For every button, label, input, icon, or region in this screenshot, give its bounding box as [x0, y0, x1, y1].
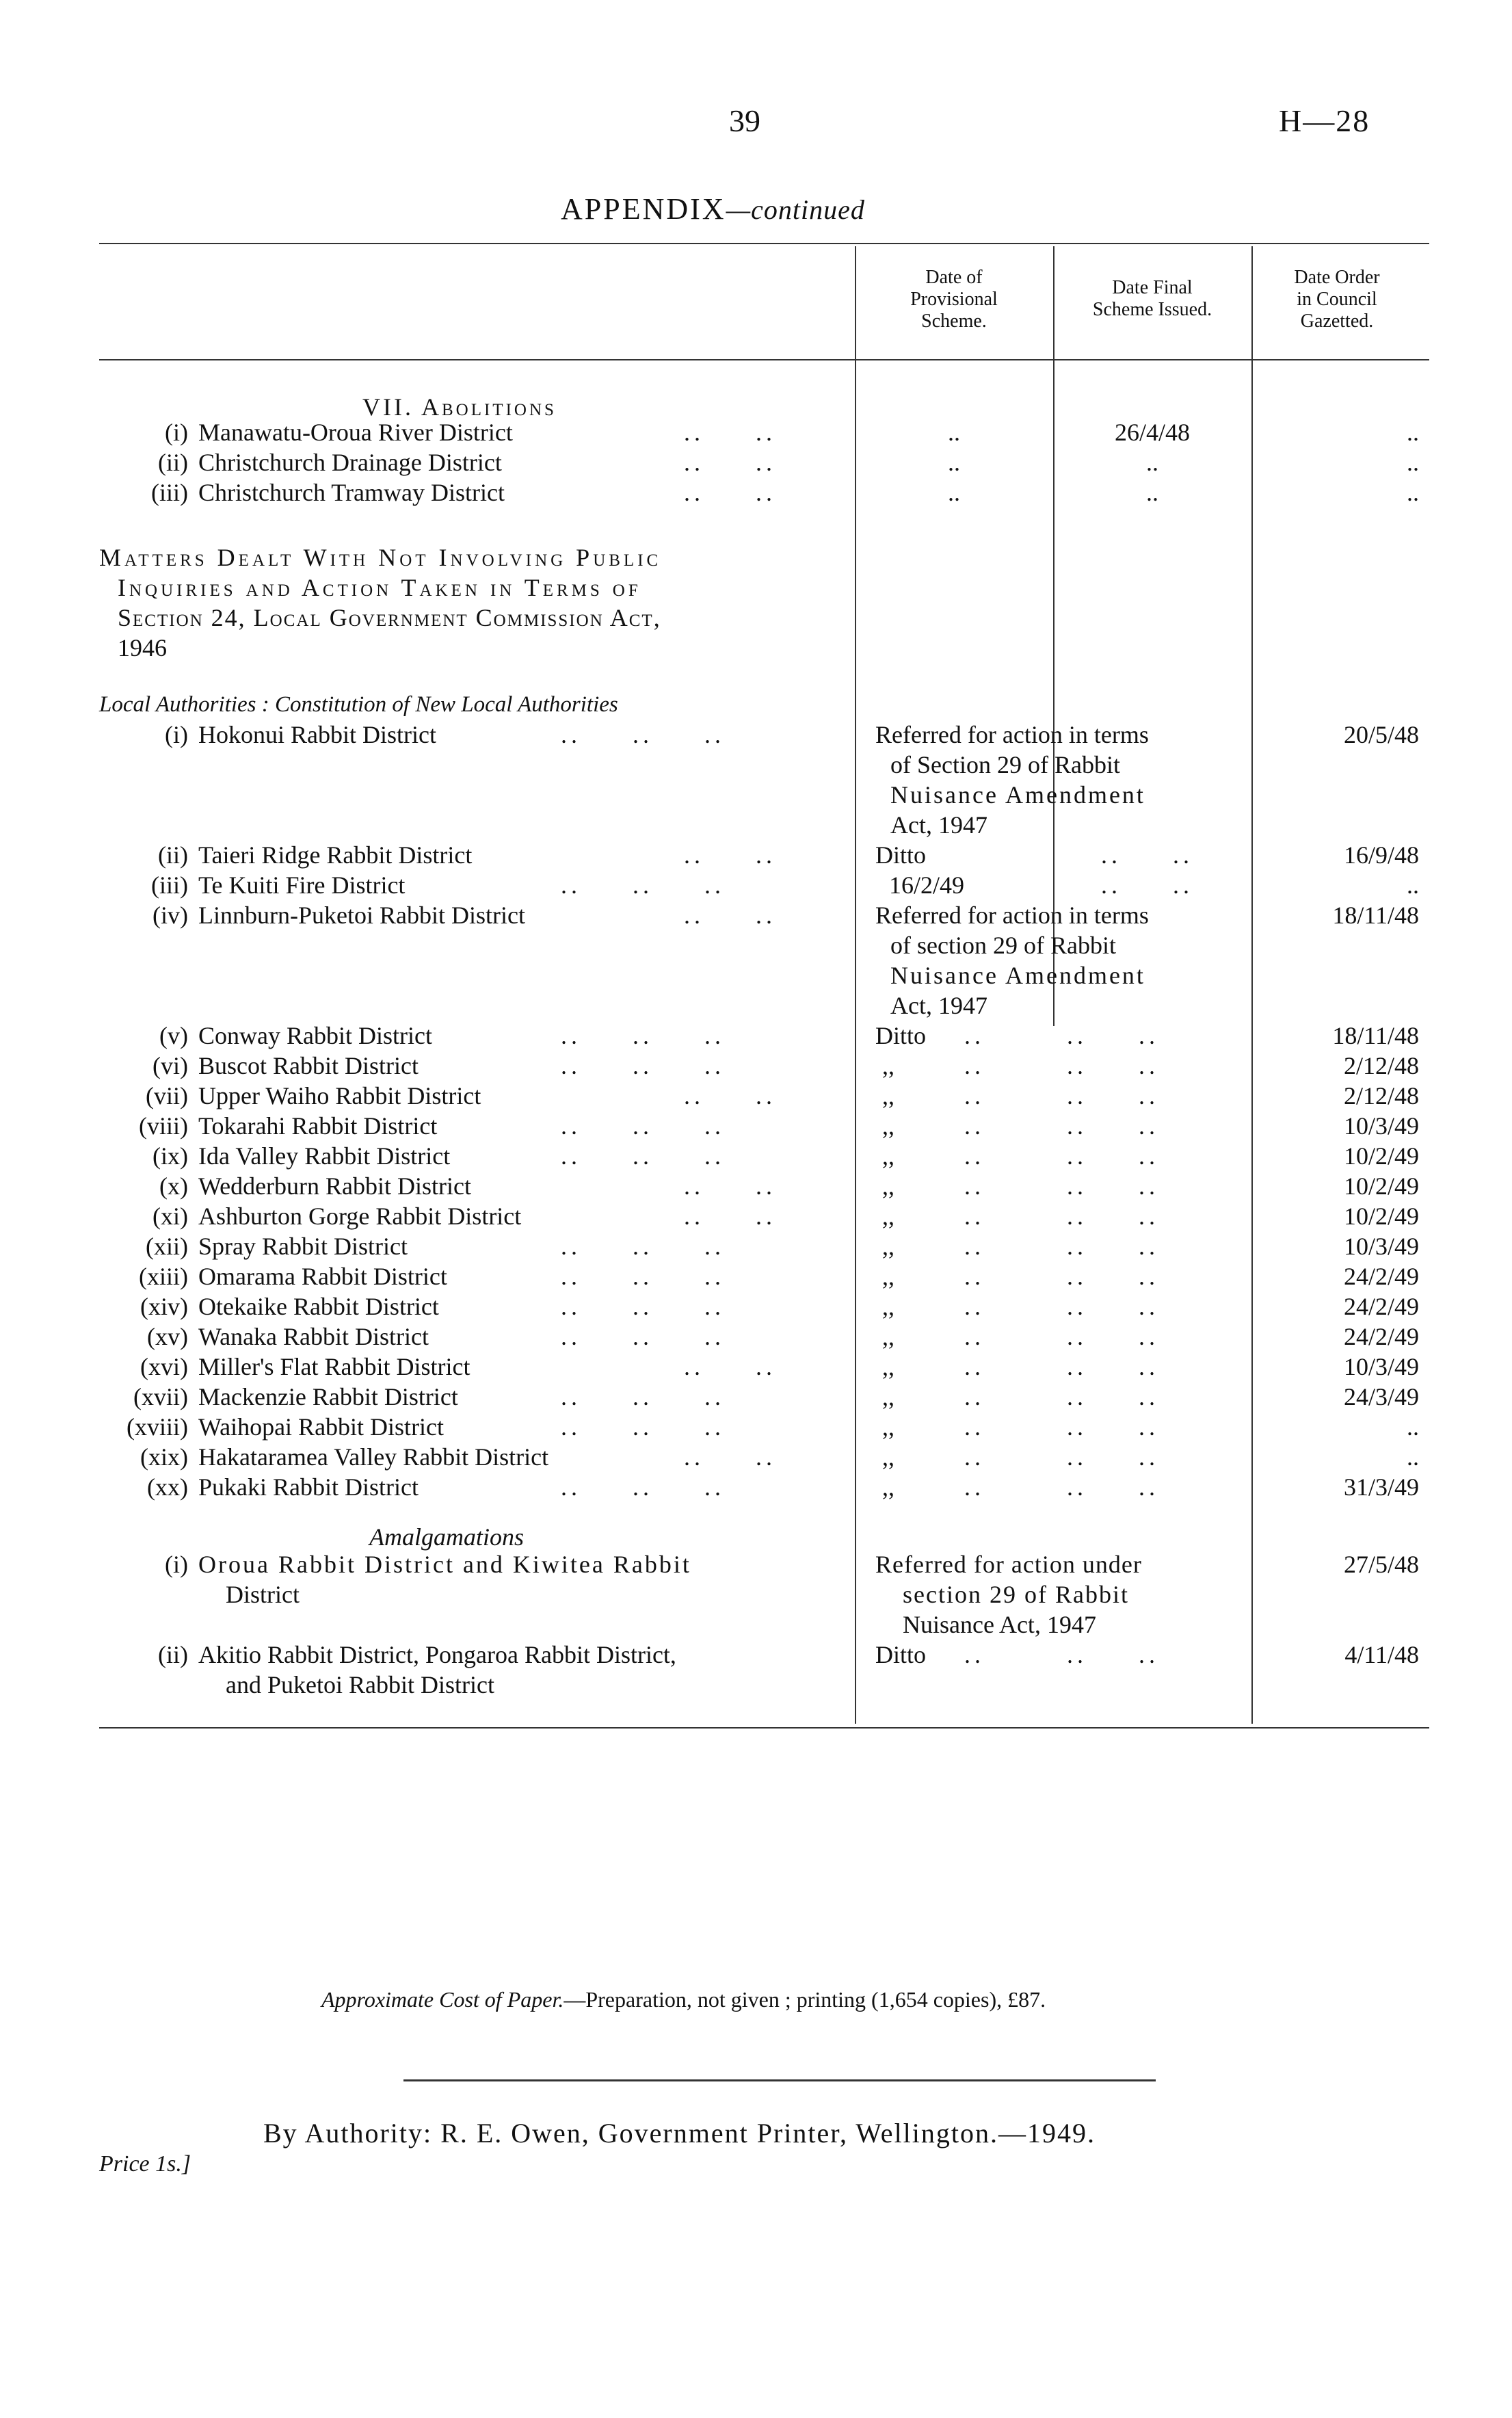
leader-dots: .. .. .. [561, 871, 725, 899]
row-action: ,, [882, 1353, 894, 1380]
leader-dots: .. .. .. [964, 1203, 1159, 1230]
action-line: Nuisance Act, 1947 [903, 1611, 1096, 1638]
leader-dots: .. .. .. [964, 1293, 1159, 1320]
row-action: ,, [882, 1293, 894, 1320]
row-order: 10/2/49 [1343, 1203, 1419, 1230]
row-action: 16/2/49 [889, 871, 965, 899]
row-name: Christchurch Drainage District [198, 449, 502, 476]
leader-dots: .. .. .. [561, 1233, 725, 1260]
row-order: 10/3/49 [1343, 1112, 1419, 1140]
row-action: ,, [882, 1233, 894, 1260]
leader-dots: .. .. .. [964, 1383, 1159, 1410]
row-name: Conway Rabbit District [198, 1022, 432, 1049]
row-number: (xv) [147, 1323, 188, 1350]
leader-dots: .. .. .. [964, 1022, 1159, 1049]
page-number: 39 [729, 103, 760, 138]
row-number: (ii) [158, 449, 188, 476]
action-line: Act, 1947 [890, 992, 987, 1019]
leader-dots: .. .. [684, 1172, 776, 1200]
leader-dots: .. .. .. [964, 1263, 1159, 1290]
header-line: Date Order [1294, 267, 1380, 288]
row-action: Ditto [875, 841, 927, 869]
header-line: Gazetted. [1300, 311, 1374, 332]
row-number: (ii) [158, 841, 188, 869]
row-name: Hokonui Rabbit District [198, 721, 436, 748]
name-line: District [226, 1581, 300, 1608]
cost-label: Approximate Cost of Paper. [321, 1987, 564, 2012]
row-order: 2/12/48 [1343, 1052, 1419, 1079]
row-order: 24/2/49 [1343, 1263, 1419, 1290]
row-order: .. [1407, 449, 1419, 476]
row-number: (vii) [146, 1082, 188, 1109]
row-number: (iii) [151, 479, 188, 506]
row-name: Ashburton Gorge Rabbit District [198, 1203, 522, 1230]
action-line: Act, 1947 [890, 811, 987, 839]
row-name: Omarama Rabbit District [198, 1263, 447, 1290]
leader-dots: .. .. .. [561, 1383, 725, 1410]
leader-dots: .. .. .. [964, 1112, 1159, 1140]
row-action: ,, [882, 1112, 894, 1140]
row-order: 2/12/48 [1343, 1082, 1419, 1109]
action-line: section 29 of Rabbit [903, 1581, 1129, 1608]
row-name: Upper Waiho Rabbit District [198, 1082, 481, 1109]
leader-dots: .. .. .. [561, 1112, 725, 1140]
leader-dots: .. .. [684, 1443, 776, 1471]
row-order: 10/2/49 [1343, 1142, 1419, 1170]
leader-dots: .. .. .. [964, 1323, 1159, 1350]
row-number: (xviii) [127, 1413, 188, 1441]
row-order: 20/5/48 [1343, 721, 1419, 748]
row-name: Buscot Rabbit District [198, 1052, 419, 1079]
leader-dots: .. .. .. [561, 1022, 725, 1049]
row-order: 10/3/49 [1343, 1353, 1419, 1380]
row-action [875, 1549, 1142, 1640]
header-bottom-rule [99, 359, 1429, 360]
leader-dots: .. .. [1101, 841, 1193, 869]
row-action: ,, [882, 1142, 894, 1170]
column-header-order [1258, 267, 1416, 332]
appendix-title-suffix: —continued [726, 194, 865, 225]
row-action: ,, [882, 1473, 894, 1501]
footer-rule [403, 2079, 1156, 2081]
row-number: (xvii) [133, 1383, 188, 1410]
row-action: ,, [882, 1383, 894, 1410]
leader-dots: .. .. .. [964, 1641, 1159, 1668]
row-name: Te Kuiti Fire District [198, 871, 406, 899]
action-line: of section 29 of Rabbit [890, 932, 1116, 959]
leader-dots: .. .. [684, 1353, 776, 1380]
row-order: 24/2/49 [1343, 1293, 1419, 1320]
row-provisional: .. [948, 419, 960, 446]
cost-of-paper [321, 1987, 1046, 2012]
row-number: (v) [159, 1022, 188, 1049]
table-bottom-rule [99, 1727, 1429, 1729]
leader-dots: .. .. .. [964, 1353, 1159, 1380]
row-number: (i) [165, 1551, 188, 1578]
row-name: Mackenzie Rabbit District [198, 1383, 458, 1410]
leader-dots: .. .. [684, 419, 776, 446]
row-number: (xii) [146, 1233, 188, 1260]
printer-authority: By Authority: R. E. Owen, Government Printer, Wellington.—1949. [263, 2118, 1096, 2148]
row-action: ,, [882, 1203, 894, 1230]
header-line: Date of [925, 267, 983, 288]
row-name: Waihopai Rabbit District [198, 1413, 445, 1441]
row-final: .. [1146, 449, 1158, 476]
row-action: ,, [882, 1052, 894, 1079]
row-number: (xix) [140, 1443, 188, 1471]
name-line: Akitio Rabbit District, Pongaroa Rabbit District, [198, 1641, 676, 1668]
amalgamations-heading: Amalgamations [369, 1523, 525, 1551]
column-divider-1 [855, 246, 856, 1724]
row-provisional: .. [948, 449, 960, 476]
row-name [198, 1640, 676, 1700]
row-order: 27/5/48 [1343, 1551, 1419, 1578]
leader-dots: .. .. .. [964, 1233, 1159, 1260]
row-order: .. [1407, 1413, 1419, 1441]
leader-dots: .. .. .. [561, 1052, 725, 1079]
leader-dots: .. .. .. [561, 1142, 725, 1170]
row-number: (xi) [152, 1203, 188, 1230]
leader-dots: .. .. .. [561, 1323, 725, 1350]
matters-line: Inquiries and Action Taken in Terms of [118, 574, 641, 601]
row-order: 24/3/49 [1343, 1383, 1419, 1410]
row-name: Linnburn-Puketoi Rabbit District [198, 902, 525, 929]
row-number: (xiv) [140, 1293, 188, 1320]
row-final: 26/4/48 [1114, 419, 1190, 446]
local-authorities-heading: Local Authorities : Constitution of New Local Authorities [99, 692, 618, 717]
leader-dots: .. .. .. [561, 1293, 725, 1320]
row-number: (iii) [151, 871, 188, 899]
row-name: Hakataramea Valley Rabbit District [198, 1443, 549, 1471]
row-number: (ix) [152, 1142, 188, 1170]
row-name: Pukaki Rabbit District [198, 1473, 419, 1501]
leader-dots: .. .. .. [561, 1263, 725, 1290]
row-name: Otekaike Rabbit District [198, 1293, 439, 1320]
row-action: ,, [882, 1263, 894, 1290]
row-final: .. [1146, 479, 1158, 506]
row-name: Taieri Ridge Rabbit District [198, 841, 473, 869]
row-order: .. [1407, 1443, 1419, 1471]
action-line: Nuisance Amendment [890, 781, 1145, 809]
row-number: (vi) [152, 1052, 188, 1079]
row-action: Ditto [875, 1641, 927, 1668]
row-order: 18/11/48 [1332, 902, 1419, 929]
row-order: 24/2/49 [1343, 1323, 1419, 1350]
document-reference: H—28 [1279, 103, 1370, 138]
matters-line: 1946 [118, 634, 167, 661]
row-name: Tokarahi Rabbit District [198, 1112, 438, 1140]
leader-dots: .. .. [1101, 871, 1193, 899]
row-name: Ida Valley Rabbit District [198, 1142, 451, 1170]
row-order: 31/3/49 [1343, 1473, 1419, 1501]
row-number: (ii) [158, 1641, 188, 1668]
leader-dots: .. .. [684, 1203, 776, 1230]
leader-dots: .. .. [684, 449, 776, 476]
matters-line: Section 24, Local Government Commission Act, [118, 604, 661, 631]
row-action: ,, [882, 1323, 894, 1350]
row-order: .. [1407, 871, 1419, 899]
name-line: Oroua Rabbit District and Kiwitea Rabbit [198, 1551, 691, 1578]
header-line: Provisional [910, 289, 998, 310]
action-line: Referred for action in terms [875, 902, 1149, 929]
row-name: Wedderburn Rabbit District [198, 1172, 472, 1200]
table-top-rule [99, 243, 1429, 244]
row-action [875, 720, 1245, 840]
row-number: (iv) [152, 902, 188, 929]
row-name: Manawatu-Oroua River District [198, 419, 513, 446]
row-number: (xx) [147, 1473, 188, 1501]
row-order: .. [1407, 419, 1419, 446]
appendix-title-text: APPENDIX [561, 192, 726, 226]
appendix-title [561, 192, 865, 226]
header-line: in Council [1297, 289, 1377, 310]
header-line: Scheme. [921, 311, 987, 332]
leader-dots: .. .. .. [964, 1473, 1159, 1501]
row-number: (x) [159, 1172, 188, 1200]
row-number: (i) [165, 419, 188, 446]
leader-dots: .. .. .. [964, 1052, 1159, 1079]
column-divider-3 [1251, 246, 1253, 1724]
row-order: 18/11/48 [1332, 1022, 1419, 1049]
header-line: Date Final [1112, 277, 1193, 298]
header-line: Scheme Issued. [1092, 299, 1212, 320]
row-action: ,, [882, 1172, 894, 1200]
leader-dots: .. .. .. [561, 1413, 725, 1441]
cost-text: —Preparation, not given ; printing (1,654 copies), £87. [563, 1987, 1046, 2012]
leader-dots: .. .. [684, 1082, 776, 1109]
leader-dots: .. .. .. [964, 1142, 1159, 1170]
price: Price 1s.] [99, 2151, 191, 2177]
row-number: (i) [165, 721, 188, 748]
leader-dots: .. .. .. [561, 1473, 725, 1501]
column-header-final [1057, 277, 1248, 321]
row-action: ,, [882, 1443, 894, 1471]
row-name: Spray Rabbit District [198, 1233, 408, 1260]
row-name: Wanaka Rabbit District [198, 1323, 429, 1350]
action-line: Nuisance Amendment [890, 962, 1145, 989]
row-name [198, 1549, 691, 1609]
leader-dots: .. .. [684, 902, 776, 929]
leader-dots: .. .. .. [964, 1413, 1159, 1441]
name-line: and Puketoi Rabbit District [226, 1671, 494, 1698]
row-number: (viii) [139, 1112, 188, 1140]
action-line: Referred for action in terms [875, 721, 1149, 748]
leader-dots: .. .. [684, 841, 776, 869]
row-action: ,, [882, 1082, 894, 1109]
leader-dots: .. .. .. [964, 1443, 1159, 1471]
row-order: .. [1407, 479, 1419, 506]
leader-dots: .. .. .. [964, 1172, 1159, 1200]
row-order: 4/11/48 [1344, 1641, 1419, 1668]
row-action: Ditto [875, 1022, 927, 1049]
section-heading-abolitions: VII. Abolitions [362, 393, 557, 421]
matters-line: Matters Dealt With Not Involving Public [99, 544, 662, 571]
row-action [875, 900, 1245, 1021]
row-order: 16/9/48 [1343, 841, 1419, 869]
action-line: of Section 29 of Rabbit [890, 751, 1120, 778]
row-number: (xiii) [139, 1263, 188, 1290]
row-provisional: .. [948, 479, 960, 506]
leader-dots: .. .. .. [561, 721, 725, 748]
row-action: ,, [882, 1413, 894, 1441]
leader-dots: .. .. .. [964, 1082, 1159, 1109]
row-order: 10/2/49 [1343, 1172, 1419, 1200]
row-name: Christchurch Tramway District [198, 479, 505, 506]
column-header-provisional [858, 267, 1050, 332]
action-line: Referred for action under [875, 1551, 1142, 1578]
row-name: Miller's Flat Rabbit District [198, 1353, 470, 1380]
row-order: 10/3/49 [1343, 1233, 1419, 1260]
leader-dots: .. .. [684, 479, 776, 506]
row-number: (xvi) [140, 1353, 188, 1380]
